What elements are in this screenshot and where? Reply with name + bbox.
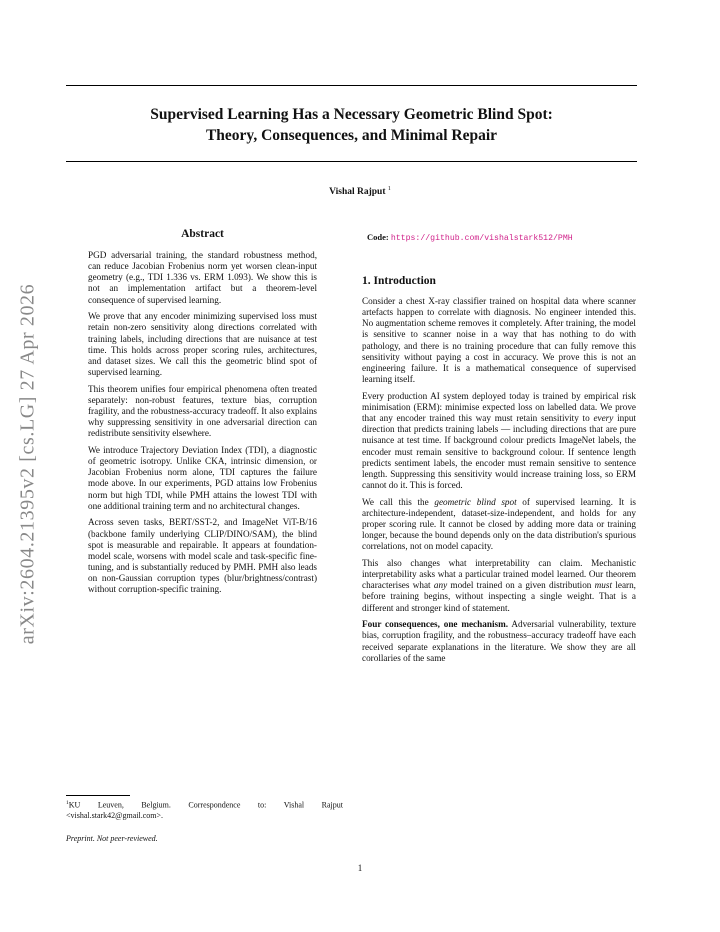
author-line — [0, 186, 720, 197]
title-line-2: Theory, Consequences, and Minimal Repair — [205, 127, 498, 144]
paragraph-run-in-heading: Four consequences, one mechanism. — [362, 619, 509, 630]
intro-paragraph-four-consequences: Four consequences, one mechanism. Adversarial vulnerability, texture bias, corruption fragility, and the robustness–accuracy tradeoff have each received separate explanations in the literature. We show they are all corollaries of the same — [362, 619, 636, 663]
title-line-1: Supervised Learning Has a Necessary Geometric Blind Spot: — [150, 106, 553, 123]
footnote-rule — [66, 795, 130, 796]
abstract-body — [88, 250, 317, 601]
intro-paragraph: This also changes what interpretability can claim. Mechanistic interpretability asks what a particular trained model learned. Our theorem characterises what any model trained on a given distribution must learn, before training begins, without inspecting a single weight. That is a different and stronger kind of statement. — [362, 557, 636, 613]
preprint-note: Preprint. Not peer-reviewed. — [66, 834, 158, 843]
intro-paragraph: Consider a chest X-ray classifier trained on hospital data where scanner artefacts happen to correlate with diagnosis. No engineer intended this. No augmentation scheme removes it completely. After training, the model is sensitive to scanner noise in a way that has nothing to do with pathology, and there is no training procedure that can fully remove this sensitivity without paying a cost in accuracy. We prove this is not an engineering failure. It is a mathematical consequence of supervised learning itself. — [362, 296, 636, 385]
author-name: Vishal Rajput — [329, 187, 386, 198]
section-heading-introduction: 1. Introduction — [362, 275, 436, 287]
top-rule — [66, 85, 637, 86]
footnote-text: KU Leuven, Belgium. Correspondence to: Vishal Rajput <vishal.stark42@gmail.com>. — [66, 800, 343, 821]
introduction-body — [362, 296, 636, 669]
abstract-paragraph: We prove that any encoder minimizing supervised loss must retain non-zero sensitivity along directions correlated with training labels, including directions that are nuisance at test time. This holds across proper scoring rules, architectures, and dataset sizes. We call this the geometric blind spot of supervised learning. — [88, 311, 317, 378]
abstract-paragraph: Across seven tasks, BERT/SST-2, and ImageNet ViT-B/16 (backbone family underlying CLIP/DINO/SAM), the blind spot is measurable and repairable. It appears at foundation-model scale, worsens with model scale and task-specific fine-tuning, and is substantially reduced by PMH. PMH also leads on non-Gaussian corruption types (blur/brightness/contrast) without corruption-specific training. — [88, 517, 317, 595]
paper-title — [66, 104, 637, 146]
code-line — [367, 232, 573, 243]
arxiv-id: arXiv:2604.21395v2 [cs.LG] 27 Apr 2026 — [16, 283, 39, 645]
abstract-paragraph: We introduce Trajectory Deviation Index (TDI), a diagnostic of geometric isotropy. Unlike CKA, intrinsic dimension, or Jacobian Frobenius norm alone, TDI captures the failure mode above. In our experiments, PGD attains low Frobenius norm but high TDI, while PMH attains the lowest TDI with one additional training term and no architectural changes. — [88, 445, 317, 511]
title-bottom-rule — [66, 161, 637, 162]
abstract-paragraph: PGD adversarial training, the standard robustness method, can reduce Jacobian Frobenius norm yet worsen clean-input geometry (e.g., TDI 1.336 vs. ERM 1.093). We show this is not an implementation artifact but a theorem-level consequence of supervised learning. — [88, 250, 317, 305]
footnote-mark: 1 — [66, 800, 69, 806]
intro-paragraph: Every production AI system deployed today is trained by empirical risk minimisation (ERM): minimise expected loss on labelled data. We prove that any encoder trained this way must retain sensitivity to every input direction that predicts training labels — including directions that are pure nuisance at test time. If background colour predicts ImageNet labels, the encoder must remain sensitive to background colour. If sentence length predicts sentiment labels, the encoder must remain sensitive to sentence length. Suppressing this sensitivity would increase training loss, so ERM cannot do it. This is forced. — [362, 390, 636, 490]
abstract-heading: Abstract — [181, 228, 224, 240]
affiliation-footnote — [66, 798, 343, 822]
abstract-paragraph: This theorem unifies four empirical phenomena often treated separately: non-robust features, texture bias, corruption fragility, and the robustness-accuracy tradeoff. It also explains why suppressing sensitivity in one adversarial direction can redistribute sensitivity elsewhere. — [88, 383, 317, 439]
author-affiliation-mark: 1 — [387, 186, 391, 192]
intro-paragraph: We call this the geometric blind spot of supervised learning. It is architecture-independent, dataset-size-independent, and holds for any proper scoring rule. It cannot be closed by adding more data or training longer, because the bound depends only on the data distribution's spurious correlations, not on model capacity. — [362, 496, 636, 552]
code-label: Code: — [367, 232, 389, 242]
code-link[interactable]: https://github.com/vishalstark512/PMH — [390, 234, 573, 243]
page-number: 1 — [357, 863, 363, 873]
